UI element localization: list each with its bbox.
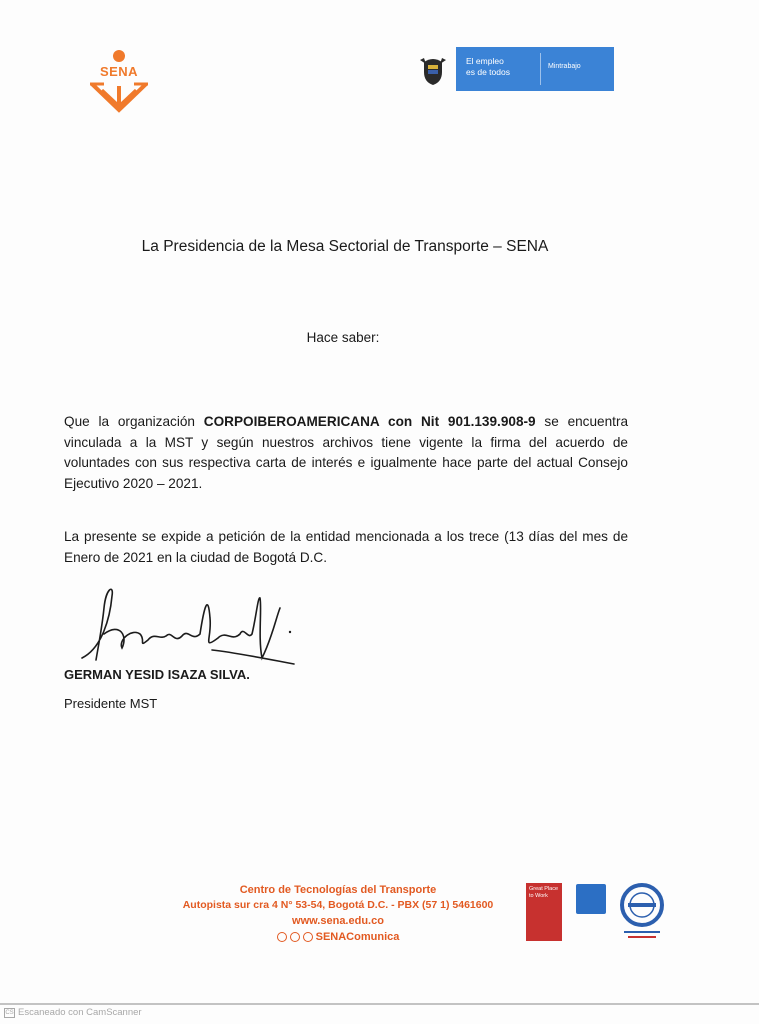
footer-website[interactable]: www.sena.edu.co [292, 915, 384, 927]
paragraph-membership [64, 412, 628, 494]
banner-divider [540, 53, 541, 85]
camscanner-text: Escaneado con CamScanner [18, 1007, 142, 1018]
certification-icon [576, 884, 606, 914]
cert-red-text: Great Place to Work [529, 886, 559, 899]
footer-address: Autopista sur cra 4 N° 53-54, Bogotá D.C. - PBX (57 1) 5461600 [182, 899, 494, 911]
facebook-icon [277, 932, 287, 942]
footer-social-handle: SENAComunica [315, 931, 400, 943]
sena-logo [82, 48, 156, 116]
great-place-to-work-badge [526, 883, 562, 941]
handwritten-signature [62, 578, 302, 670]
government-banner [456, 47, 614, 91]
document-title: La Presidencia de la Mesa Sectorial de Transporte – SENA [141, 238, 549, 255]
gov-slogan-line2: es de todos [466, 67, 510, 77]
icontec-seal-icon [618, 883, 666, 941]
colombia-shield-icon [420, 56, 446, 86]
footer-social [150, 929, 526, 945]
camscanner-icon: CS [5, 1009, 14, 1016]
twitter-icon [290, 932, 300, 942]
gov-slogan [466, 56, 538, 78]
signer-name: GERMAN YESID ISAZA SILVA. [64, 667, 250, 682]
organization-name: CORPOIBEROAMERICANA con Nit 901.139.908-9 [203, 414, 536, 429]
para1-prefix: Que la organización [64, 414, 204, 429]
sena-figure-icon [82, 48, 156, 116]
signer-role: Presidente MST [64, 696, 158, 711]
footer-center-name: Centro de Tecnologías del Transporte [239, 884, 437, 896]
camscanner-watermark [4, 1007, 142, 1018]
para1-rest: se encuentra vinculada a la MST y según nuestros archivos tiene vigente la firma del acuerdo de voluntades con sus respectiva carta de interés e igualmente hace parte del actual Consejo Ejecutivo 2020 – 2021. [64, 414, 629, 491]
footer-contact [150, 883, 526, 945]
sena-logo-text: SENA [99, 64, 139, 79]
quality-certification-badge [576, 884, 606, 928]
gov-ministry: Mintrabajo [548, 63, 581, 70]
icontec-seal [618, 883, 666, 941]
instagram-icon [303, 932, 313, 942]
scan-bottom-edge [0, 1003, 759, 1005]
paragraph-issuance: La presente se expide a petición de la entidad mencionada a los trece (13 días del mes de Enero de 2021 en la ciudad de Bogotá D.C. [64, 529, 628, 565]
gov-slogan-line1: El empleo [466, 56, 504, 66]
announce-text: Hace saber: [306, 330, 380, 345]
